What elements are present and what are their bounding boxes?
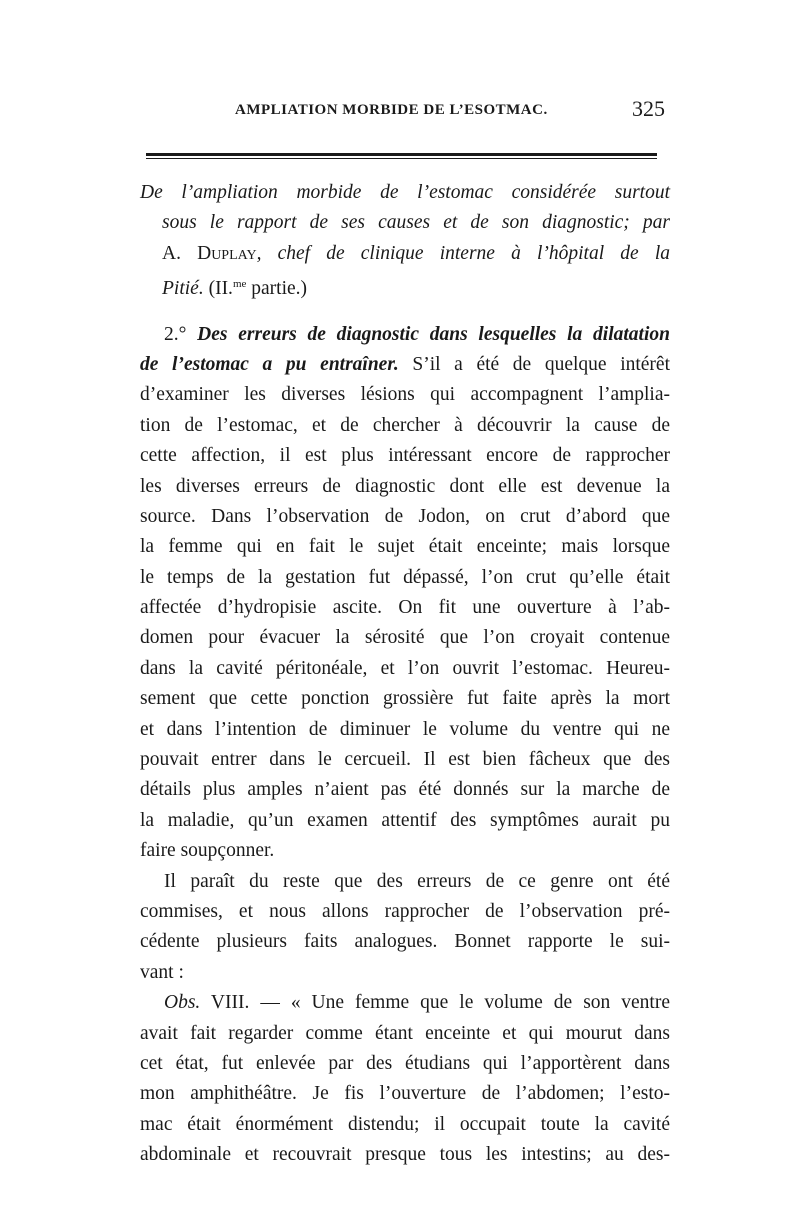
body-text: S’il a été de quelque intérêt <box>398 353 670 375</box>
title-line: sous le rapport de ses causes et de son diagnostic; par <box>162 212 670 234</box>
section-heading-cont: de l’estomac a pu entraîner. <box>140 353 399 375</box>
part-suffix: partie.) <box>246 278 308 300</box>
body-line: les diverses erreurs de diagnostic dont elle est devenue la <box>140 475 670 497</box>
title-line: De l’ampliation morbide de l’estomac considérée surtout <box>140 182 670 203</box>
section-heading: Des erreurs de diagnostic dans lesquelles la dilatation <box>197 323 670 345</box>
body-line: dans la cavité péritonéale, et l’on ouvrit l’estomac. Heureu- <box>140 657 670 679</box>
observation-first-line <box>140 988 670 1018</box>
part-superscript: me <box>232 278 247 291</box>
header-rule-thin <box>146 158 657 159</box>
title-last-line <box>140 269 670 299</box>
page-number: 325 <box>632 96 665 121</box>
body-line: détails plus amples n’aient pas été donnés sur la marche de <box>140 779 670 801</box>
author-name: Duplay <box>197 242 257 264</box>
body-line: mac était énormément distendu; il occupait toute la cavité <box>140 1113 670 1135</box>
part-prefix: (II. <box>203 278 233 300</box>
body-line-last: faire soupçonner. <box>140 840 275 862</box>
body-line: tion de l’estomac, et de chercher à découvrir la cause de <box>140 414 670 436</box>
section-paragraph <box>140 320 670 867</box>
running-head <box>140 96 665 126</box>
body-line: la femme qui en fait le sujet était enceinte; mais lorsque <box>140 536 670 558</box>
body-line-last: vant : <box>140 961 184 983</box>
author-initial: A. <box>162 242 198 264</box>
observation-paragraph <box>140 988 670 1170</box>
spacer <box>140 300 670 320</box>
body-line: et dans l’intention de diminuer le volume du ventre qui ne <box>140 718 670 740</box>
body-line: source. Dans l’observation de Jodon, on crut d’abord que <box>140 505 670 527</box>
hospital-name: Pitié. <box>162 278 204 300</box>
body-line: cette affection, il est plus intéressant encore de rapprocher <box>140 445 670 467</box>
paragraph-2 <box>140 867 670 989</box>
body-line: Il paraît du reste que des erreurs de ce genre ont été <box>164 870 670 892</box>
body-line: pouvait entrer dans le cercueil. Il est bien fâcheux que des <box>140 749 670 771</box>
body-line: abdominale et recouvrait presque tous les intestins; au des- <box>140 1144 670 1166</box>
author-line <box>140 239 670 269</box>
body-line: la maladie, qu’un examen attentif des symptômes aurait pu <box>140 809 670 831</box>
body-line: d’examiner les diverses lésions qui accompagnent l’amplia- <box>140 384 670 406</box>
observation-label: Obs. <box>164 992 201 1014</box>
body-line: le temps de la gestation fut dépassé, l’on crut qu’elle était <box>140 566 670 588</box>
observation-text: VIII. — « Une femme que le volume de son ventre <box>200 992 670 1014</box>
body-line: mon amphithéâtre. Je fis l’ouverture de l’abdomen; l’esto- <box>140 1083 670 1105</box>
section-number: 2.° <box>164 323 198 345</box>
body-line: sement que cette ponction grossière fut faite après la mort <box>140 688 670 710</box>
article-title <box>140 178 670 300</box>
body-line: domen pour évacuer la sérosité que l’on croyait contenue <box>140 627 670 649</box>
section-heading-line <box>140 320 670 350</box>
section-heading-line <box>140 350 670 380</box>
body-line: cet état, fut enlevée par des étudians qui l’apportèrent dans <box>140 1052 670 1074</box>
header-rule-thick <box>146 153 657 156</box>
body-line: cédente plusieurs faits analogues. Bonnet rapporte le sui- <box>140 931 670 953</box>
author-affiliation: , chef de clinique interne à l’hôpital de la <box>256 242 670 264</box>
page-body <box>140 178 670 1171</box>
body-line: avait fait regarder comme étant enceinte et qui mourut dans <box>140 1022 670 1044</box>
running-title: AMPLIATION MORBIDE DE L’ESOTMAC. <box>235 102 548 118</box>
body-line: affectée d’hydropisie ascite. On fit une ouverture à l’ab- <box>140 597 670 619</box>
body-line: commises, et nous allons rapprocher de l’observation pré- <box>140 900 670 922</box>
